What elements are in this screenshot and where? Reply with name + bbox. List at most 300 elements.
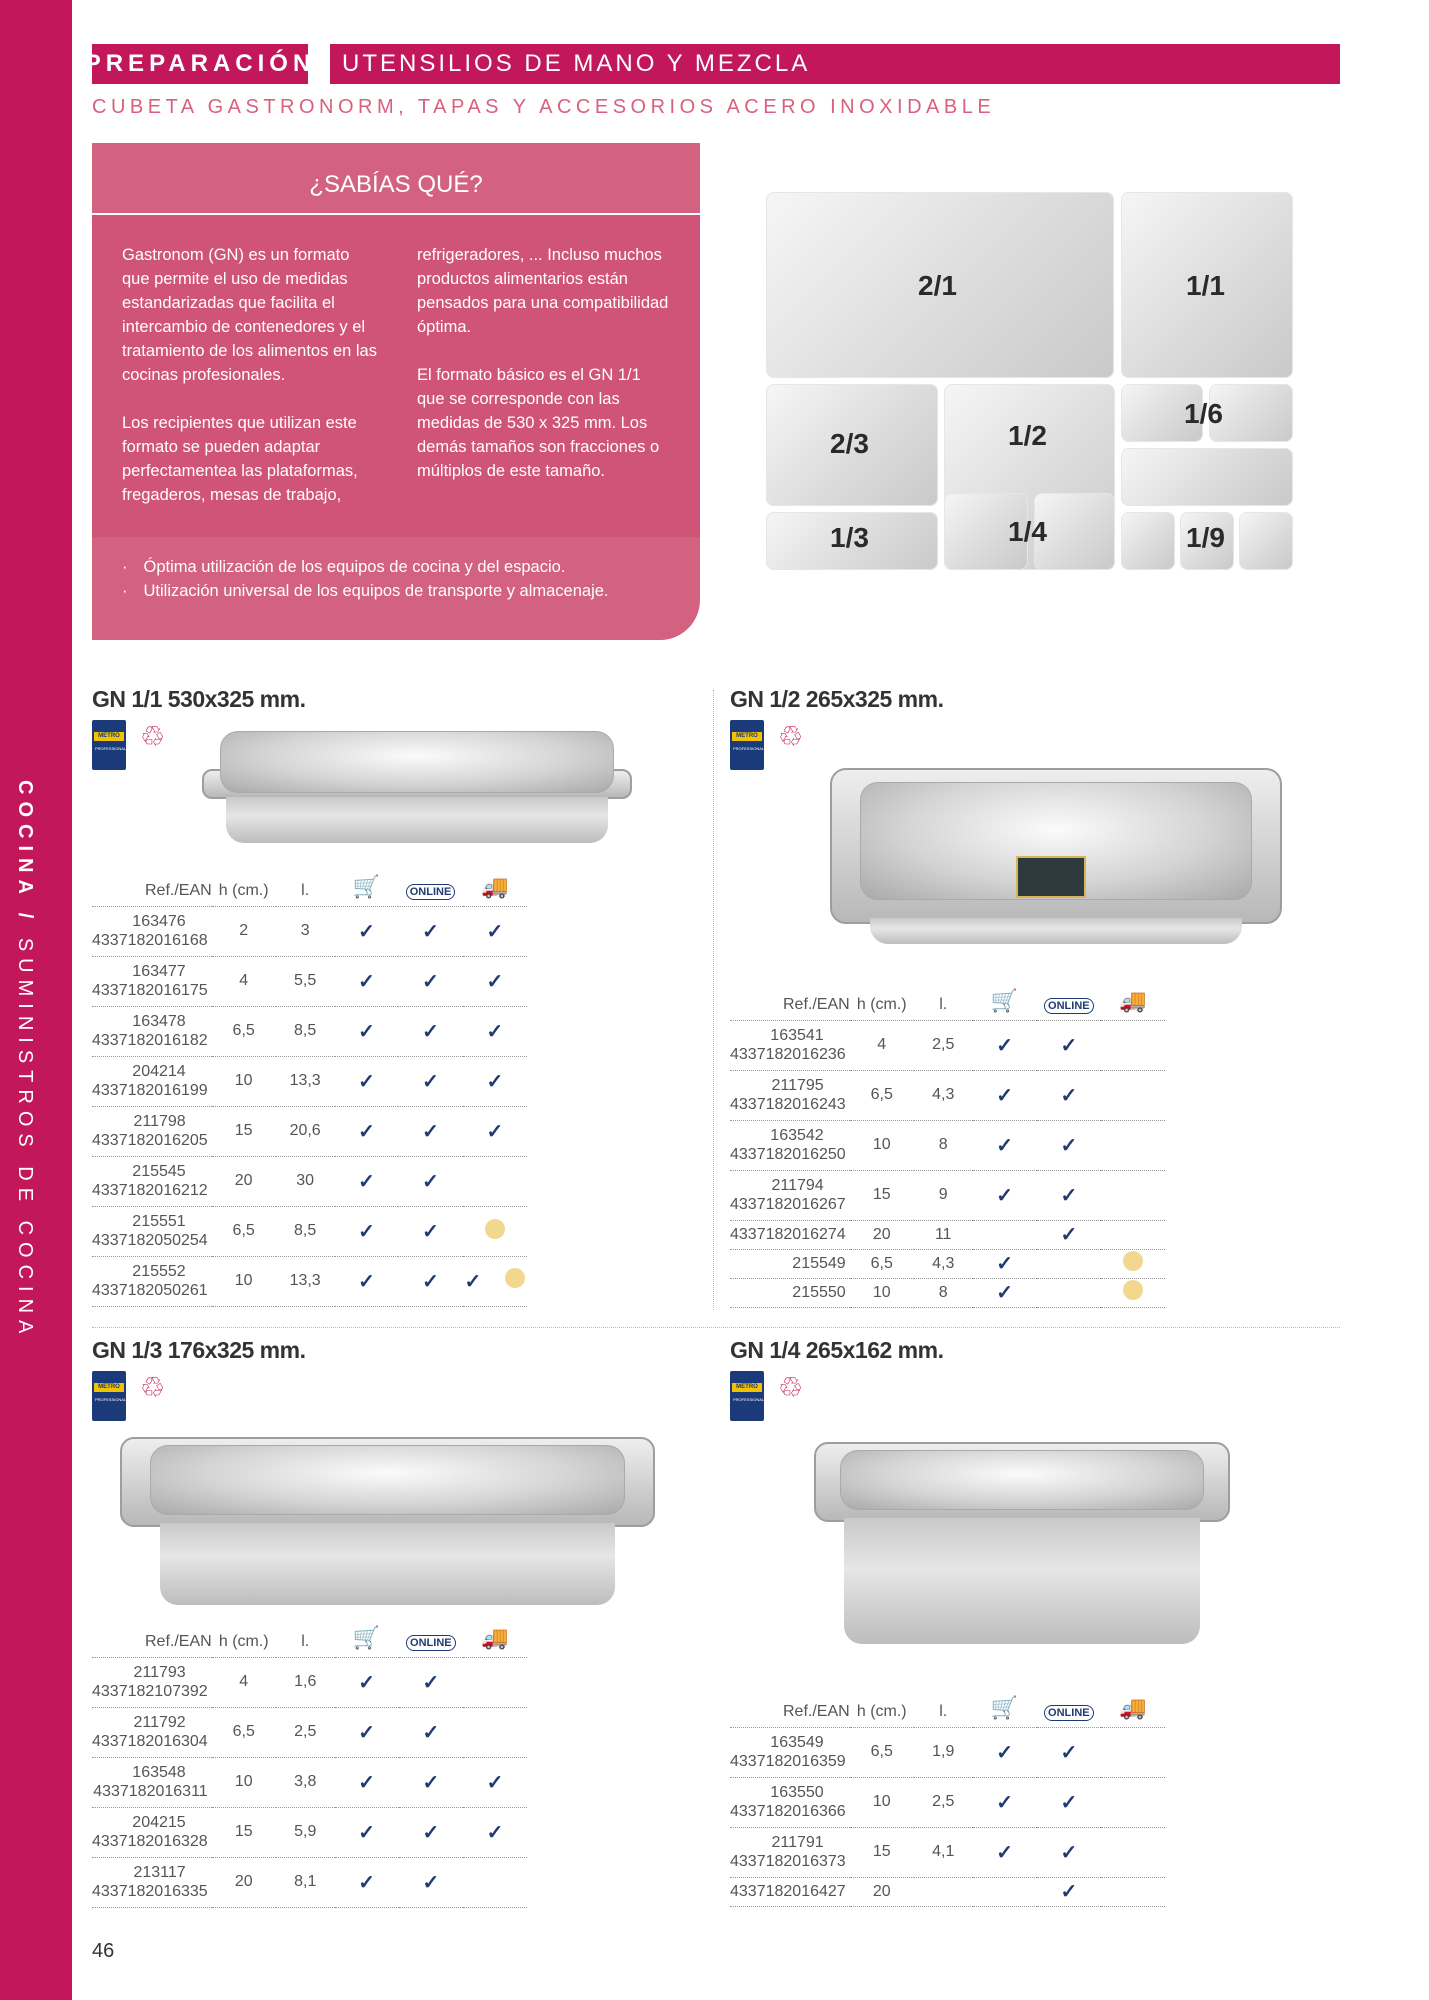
height-cell: 6,5 bbox=[850, 1727, 914, 1777]
store-cell bbox=[973, 1777, 1037, 1827]
online-icon: ONLINE bbox=[1037, 980, 1102, 1020]
height-cell: 10 bbox=[850, 1777, 914, 1827]
table-row bbox=[92, 1156, 527, 1206]
product-table bbox=[92, 1617, 527, 1908]
liters-cell: 5,9 bbox=[276, 1807, 335, 1857]
ref-ean-cell bbox=[730, 1020, 850, 1070]
height-cell: 6,5 bbox=[212, 1707, 276, 1757]
height-cell: 6,5 bbox=[850, 1070, 914, 1120]
table-body bbox=[92, 1657, 527, 1907]
online-cell bbox=[399, 1657, 464, 1707]
store-check-icon: ✓ bbox=[358, 1821, 375, 1844]
ean-number: 4337182016267 bbox=[730, 1196, 846, 1213]
delivery-check-icon: ✓ bbox=[464, 1271, 482, 1293]
page-number: 46 bbox=[92, 1940, 115, 1962]
height-cell: 20 bbox=[212, 1156, 276, 1206]
ref-ean-cell bbox=[730, 1170, 850, 1220]
store-cell bbox=[335, 1757, 399, 1807]
gn-tile-1-9 bbox=[1121, 512, 1175, 570]
online-check-icon: ✓ bbox=[1060, 1134, 1078, 1157]
online-check-icon: ✓ bbox=[422, 1671, 440, 1694]
store-cell bbox=[973, 1727, 1037, 1777]
delivery-cell bbox=[463, 1857, 527, 1907]
product-gn-1-1 bbox=[92, 686, 712, 1326]
height-cell: 20 bbox=[850, 1220, 914, 1249]
ref-number: 211792 bbox=[133, 1714, 186, 1731]
store-cell bbox=[335, 1807, 399, 1857]
logo-text: METRO bbox=[732, 732, 762, 741]
col-height: h (cm.) bbox=[850, 980, 914, 1020]
online-cell bbox=[1037, 1827, 1102, 1877]
ean-number: 4337182016182 bbox=[92, 1032, 208, 1049]
online-check-icon: ✓ bbox=[422, 1821, 440, 1844]
delivery-cell bbox=[463, 1757, 527, 1807]
table-row bbox=[92, 1857, 527, 1907]
sidebar-section-label bbox=[6, 780, 36, 1341]
online-check-icon: ✓ bbox=[1060, 1084, 1078, 1107]
table-row bbox=[730, 1070, 1165, 1120]
online-cell bbox=[1037, 1278, 1102, 1307]
table-row bbox=[730, 1120, 1165, 1170]
liters-cell: 4,1 bbox=[914, 1827, 973, 1877]
table-header-row bbox=[730, 980, 1165, 1020]
online-check-icon: ✓ bbox=[1060, 1224, 1078, 1246]
liters-cell: 1,6 bbox=[276, 1657, 335, 1707]
store-cart-icon: 🛒 bbox=[973, 980, 1037, 1020]
store-cell bbox=[335, 956, 399, 1006]
ref-ean-cell bbox=[92, 1006, 212, 1056]
online-cell bbox=[1037, 1727, 1102, 1777]
height-cell: 20 bbox=[850, 1877, 914, 1906]
info-bullet-list bbox=[122, 555, 682, 603]
ref-ean-cell bbox=[92, 1757, 212, 1807]
delivery-cell bbox=[463, 1256, 527, 1306]
product-title: GN 1/1 530x325 mm. bbox=[92, 686, 306, 712]
ean-number: 4337182016212 bbox=[92, 1182, 208, 1199]
online-cell bbox=[1037, 1020, 1102, 1070]
liters-cell: 13,3 bbox=[276, 1256, 335, 1306]
ean-number: 4337182016205 bbox=[92, 1132, 208, 1149]
table-row bbox=[92, 1206, 527, 1256]
ref-number: 215552 bbox=[132, 1263, 186, 1280]
ean-number: 4337182016236 bbox=[730, 1046, 846, 1063]
liters-cell: 3 bbox=[276, 906, 335, 956]
delivery-cell bbox=[1101, 1120, 1165, 1170]
tray-image bbox=[814, 1442, 1230, 1647]
store-cell bbox=[335, 1256, 399, 1306]
gn-label: 2/1 bbox=[918, 270, 957, 301]
ref-ean-cell bbox=[92, 956, 212, 1006]
store-cell bbox=[335, 1156, 399, 1206]
ean-number: 4337182016311 bbox=[93, 1783, 208, 1800]
online-check-icon: ✓ bbox=[1060, 1034, 1078, 1057]
height-cell: 4 bbox=[850, 1020, 914, 1070]
height-cell: 4 bbox=[212, 1657, 276, 1707]
table-body bbox=[730, 1020, 1165, 1307]
tray-image bbox=[202, 731, 632, 846]
table-row bbox=[92, 1106, 527, 1156]
online-cell bbox=[1037, 1070, 1102, 1120]
ean-number: 4337182016335 bbox=[92, 1883, 208, 1900]
height-cell: 10 bbox=[850, 1120, 914, 1170]
gn-size-diagram bbox=[766, 192, 1294, 570]
ref-ean-cell bbox=[92, 1156, 212, 1206]
ref-ean-cell bbox=[92, 1807, 212, 1857]
column-divider bbox=[713, 690, 714, 1310]
delivery-cell bbox=[1101, 1020, 1165, 1070]
liters-cell: 8 bbox=[914, 1120, 973, 1170]
online-check-icon: ✓ bbox=[1060, 1741, 1078, 1764]
delivery-cell bbox=[1101, 1070, 1165, 1120]
store-check-icon: ✓ bbox=[358, 1170, 375, 1193]
online-cell bbox=[398, 1256, 462, 1306]
ean-number: 4337182050254 bbox=[92, 1232, 208, 1249]
col-ref-ean: Ref./EAN bbox=[92, 1617, 212, 1657]
table-row bbox=[92, 956, 527, 1006]
ref-number: 163477 bbox=[132, 963, 186, 980]
recycle-hand-icon: ♲ bbox=[140, 1372, 166, 1403]
gn-label: 1/3 bbox=[830, 522, 869, 553]
delivery-cell bbox=[1101, 1877, 1165, 1906]
delivery-truck-icon: 🚚 bbox=[463, 1617, 527, 1657]
gn-label: 2/3 bbox=[830, 428, 869, 459]
tray-well bbox=[220, 731, 614, 793]
store-check-icon: ✓ bbox=[996, 1034, 1013, 1057]
gn-label: 1/6 bbox=[1184, 398, 1223, 429]
ref-number: 163542 bbox=[770, 1127, 824, 1144]
store-cell bbox=[335, 906, 399, 956]
info-paragraph: Gastronom (GN) es un formato que permite el uso de medidas estandarizadas que facilita el intercambio de contenedores y el tratamiento de los alimentos en las cocinas profesionales. bbox=[122, 246, 377, 384]
online-cell bbox=[1037, 1777, 1102, 1827]
online-cell bbox=[1037, 1877, 1102, 1906]
ref-ean-cell bbox=[92, 906, 212, 956]
delivery-truck-icon: 🚚 bbox=[1101, 1687, 1165, 1727]
height-cell: 4 bbox=[212, 956, 276, 1006]
table-row bbox=[730, 1827, 1165, 1877]
table-header-row bbox=[92, 1617, 527, 1657]
liters-cell: 4,3 bbox=[914, 1249, 973, 1278]
logo-subtext: PROFESSIONAL bbox=[95, 746, 127, 751]
product-table bbox=[92, 866, 527, 1307]
ref-number: 163541 bbox=[770, 1027, 824, 1044]
ref-number: 204215 bbox=[132, 1814, 186, 1831]
tray-image bbox=[830, 768, 1282, 946]
delivery-check-icon: ✓ bbox=[486, 1771, 504, 1794]
delivery-check-icon: ✓ bbox=[486, 970, 504, 993]
tray-well bbox=[150, 1445, 625, 1515]
height-cell: 20 bbox=[212, 1857, 276, 1907]
store-cell bbox=[335, 1006, 399, 1056]
online-cell bbox=[398, 906, 462, 956]
gn-label: 1/2 bbox=[1008, 420, 1047, 451]
table-row bbox=[730, 1727, 1165, 1777]
ean-number: 4337182016243 bbox=[730, 1096, 846, 1113]
ref-number: 163476 bbox=[132, 913, 186, 930]
logo-subtext: PROFESSIONAL bbox=[95, 1397, 127, 1402]
table-row bbox=[92, 1807, 527, 1857]
section-title: CUBETA GASTRONORM, TAPAS Y ACCESORIOS ACERO INOXIDABLE bbox=[92, 96, 996, 118]
liters-cell: 2,5 bbox=[276, 1707, 335, 1757]
info-column-left bbox=[122, 243, 377, 531]
height-cell: 6,5 bbox=[212, 1206, 276, 1256]
logo-subtext: PROFESSIONAL bbox=[733, 746, 765, 751]
delivery-cell bbox=[463, 1206, 527, 1256]
ean-number: 4337182016328 bbox=[92, 1833, 208, 1850]
delivery-check-icon: ✓ bbox=[486, 1020, 504, 1043]
logo-text: METRO bbox=[94, 1383, 124, 1392]
online-cell bbox=[398, 1006, 462, 1056]
recycle-hand-icon: ♲ bbox=[140, 721, 166, 752]
store-check-icon: ✓ bbox=[996, 1084, 1013, 1107]
height-cell: 10 bbox=[850, 1278, 914, 1307]
category-tab: PREPARACIÓN bbox=[92, 44, 308, 84]
store-check-icon: ✓ bbox=[358, 1270, 375, 1293]
table-header-row bbox=[730, 1687, 1165, 1727]
delivery-cell bbox=[1101, 1249, 1165, 1278]
store-cell bbox=[973, 1220, 1037, 1249]
tray-well bbox=[840, 1450, 1204, 1510]
delivery-cell bbox=[463, 1807, 527, 1857]
table-row bbox=[730, 1278, 1165, 1307]
ref-ean-cell bbox=[730, 1877, 850, 1906]
col-height: h (cm.) bbox=[212, 866, 276, 906]
delivery-cell bbox=[1101, 1777, 1165, 1827]
table-body bbox=[92, 906, 527, 1306]
liters-cell: 9 bbox=[914, 1170, 973, 1220]
table-row bbox=[730, 1220, 1165, 1249]
info-bullet: · Utilización universal de los equipos de transporte y almacenaje. bbox=[122, 579, 682, 603]
ref-number: 211791 bbox=[771, 1834, 824, 1851]
col-liters: l. bbox=[914, 980, 973, 1020]
online-check-icon: ✓ bbox=[422, 1220, 439, 1243]
ean-number: 4337182050261 bbox=[92, 1282, 208, 1299]
delivery-cell bbox=[1101, 1220, 1165, 1249]
ref-ean-cell bbox=[92, 1106, 212, 1156]
store-check-icon: ✓ bbox=[996, 1282, 1013, 1304]
ref-number: 204214 bbox=[132, 1063, 186, 1080]
table-row bbox=[730, 1020, 1165, 1070]
metro-professional-logo bbox=[730, 1371, 764, 1421]
store-cell bbox=[335, 1707, 399, 1757]
height-cell: 15 bbox=[850, 1170, 914, 1220]
ref-number: 163549 bbox=[770, 1734, 824, 1751]
product-table bbox=[730, 1687, 1165, 1907]
metro-professional-logo bbox=[92, 720, 126, 770]
sidebar-label-bold: COCINA / bbox=[14, 780, 36, 926]
product-title: GN 1/3 176x325 mm. bbox=[92, 1337, 306, 1363]
info-paragraph: El formato básico es el GN 1/1 que se corresponde con las medidas de 530 x 325 mm. Los demás tamaños son fracciones o múltiplos de este tamaño. bbox=[417, 366, 660, 480]
table-header-row bbox=[92, 866, 527, 906]
store-cell bbox=[973, 1249, 1037, 1278]
online-check-icon: ✓ bbox=[422, 1170, 439, 1193]
online-cell bbox=[1037, 1220, 1102, 1249]
availability-dot-icon bbox=[1123, 1251, 1143, 1271]
info-paragraph: refrigeradores, ... Incluso muchos productos alimentarios están pensados para una compatibilidad óptima. bbox=[417, 246, 669, 336]
store-check-icon: ✓ bbox=[996, 1791, 1013, 1814]
ref-ean-cell bbox=[730, 1777, 850, 1827]
store-cart-icon: 🛒 bbox=[973, 1687, 1037, 1727]
tray-body bbox=[160, 1523, 615, 1605]
store-check-icon: ✓ bbox=[996, 1184, 1013, 1207]
store-check-icon: ✓ bbox=[358, 970, 375, 993]
ref-number: 215550 bbox=[792, 1284, 846, 1301]
ean-number: 4337182016304 bbox=[92, 1733, 208, 1750]
table-row bbox=[730, 1249, 1165, 1278]
ean-number: 4337182016373 bbox=[730, 1853, 846, 1870]
online-check-icon: ✓ bbox=[422, 920, 439, 943]
online-check-icon: ✓ bbox=[1060, 1881, 1078, 1903]
table-row bbox=[730, 1777, 1165, 1827]
liters-cell: 30 bbox=[276, 1156, 335, 1206]
table-row bbox=[92, 906, 527, 956]
ref-ean-cell bbox=[730, 1278, 850, 1307]
online-cell bbox=[398, 1056, 462, 1106]
gn-tile-1-6 bbox=[1121, 448, 1293, 506]
ean-number: 4337182016366 bbox=[730, 1803, 846, 1820]
store-cell bbox=[335, 1056, 399, 1106]
product-title: GN 1/4 265x162 mm. bbox=[730, 1337, 944, 1363]
recycle-hand-icon: ♲ bbox=[778, 1372, 804, 1403]
table-row bbox=[730, 1170, 1165, 1220]
col-liters: l. bbox=[276, 1617, 335, 1657]
online-cell bbox=[399, 1857, 464, 1907]
online-check-icon: ✓ bbox=[422, 1120, 439, 1143]
online-cell bbox=[398, 956, 462, 1006]
online-cell bbox=[1037, 1249, 1102, 1278]
info-column-right bbox=[417, 243, 672, 507]
subcategory-bar: UTENSILIOS DE MANO Y MEZCLA bbox=[330, 44, 1340, 84]
store-check-icon: ✓ bbox=[358, 1070, 375, 1093]
online-check-icon: ✓ bbox=[1060, 1184, 1078, 1207]
ref-ean-cell bbox=[730, 1827, 850, 1877]
store-cell bbox=[973, 1170, 1037, 1220]
store-check-icon: ✓ bbox=[358, 1120, 375, 1143]
ean-number: 4337182016250 bbox=[730, 1146, 846, 1163]
liters-cell: 1,9 bbox=[914, 1727, 973, 1777]
ean-number: 4337182107392 bbox=[92, 1683, 208, 1700]
liters-cell: 8,1 bbox=[276, 1857, 335, 1907]
logo-text: METRO bbox=[94, 732, 124, 741]
gn-label: 1/4 bbox=[1008, 516, 1047, 547]
delivery-cell bbox=[463, 906, 527, 956]
ean-number: 4337182016168 bbox=[92, 932, 208, 949]
table-body bbox=[730, 1727, 1165, 1906]
liters-cell bbox=[914, 1877, 973, 1906]
logo-subtext: PROFESSIONAL bbox=[733, 1397, 765, 1402]
tray-body bbox=[870, 918, 1242, 944]
info-title: ¿SABÍAS QUÉ? bbox=[309, 171, 483, 198]
table-row bbox=[92, 1707, 527, 1757]
delivery-cell bbox=[1101, 1727, 1165, 1777]
col-liters: l. bbox=[276, 866, 335, 906]
ref-ean-cell bbox=[730, 1727, 850, 1777]
table-row bbox=[92, 1056, 527, 1106]
store-cell bbox=[335, 1106, 399, 1156]
gn-label: 1/1 bbox=[1186, 270, 1225, 301]
col-height: h (cm.) bbox=[850, 1687, 914, 1727]
online-check-icon: ✓ bbox=[1060, 1841, 1078, 1864]
ean-number: 4337182016274 bbox=[730, 1226, 846, 1243]
ref-ean-cell bbox=[730, 1249, 850, 1278]
online-cell bbox=[399, 1807, 464, 1857]
ref-ean-cell bbox=[730, 1070, 850, 1120]
ref-number: 213117 bbox=[133, 1864, 186, 1881]
col-ref-ean: Ref./EAN bbox=[730, 1687, 850, 1727]
ref-ean-cell bbox=[92, 1206, 212, 1256]
col-ref-ean: Ref./EAN bbox=[730, 980, 850, 1020]
ref-number: 211795 bbox=[771, 1077, 824, 1094]
info-paragraph: Los recipientes que utilizan este formato se pueden adaptar perfectamentea las plataformas, fregaderos, mesas de trabajo, bbox=[122, 414, 358, 504]
ref-ean-cell bbox=[92, 1657, 212, 1707]
tray-body bbox=[226, 797, 608, 843]
store-cell bbox=[335, 1857, 399, 1907]
tray-image bbox=[120, 1437, 655, 1607]
ref-number: 215549 bbox=[792, 1255, 846, 1272]
height-cell: 2 bbox=[212, 906, 276, 956]
liters-cell: 8,5 bbox=[276, 1206, 335, 1256]
ref-number: 211794 bbox=[771, 1177, 824, 1194]
store-cart-icon: 🛒 bbox=[335, 866, 399, 906]
delivery-cell bbox=[463, 1106, 527, 1156]
liters-cell: 3,8 bbox=[276, 1757, 335, 1807]
delivery-cell bbox=[1101, 1170, 1165, 1220]
info-bullet: · Óptima utilización de los equipos de cocina y del espacio. bbox=[122, 555, 682, 579]
col-liters: l. bbox=[914, 1687, 973, 1727]
store-check-icon: ✓ bbox=[996, 1253, 1013, 1275]
store-check-icon: ✓ bbox=[358, 1871, 375, 1894]
online-cell bbox=[1037, 1170, 1102, 1220]
ref-number: 163550 bbox=[770, 1784, 824, 1801]
liters-cell: 5,5 bbox=[276, 956, 335, 1006]
ref-ean-cell bbox=[92, 1857, 212, 1907]
metro-professional-logo bbox=[92, 1371, 126, 1421]
ref-ean-cell bbox=[92, 1707, 212, 1757]
ean-number: 4337182016359 bbox=[730, 1753, 846, 1770]
table-row bbox=[730, 1877, 1165, 1906]
logo-text: METRO bbox=[732, 1383, 762, 1392]
store-check-icon: ✓ bbox=[358, 1771, 375, 1794]
height-cell: 10 bbox=[212, 1256, 276, 1306]
delivery-cell bbox=[463, 1006, 527, 1056]
tray-body bbox=[844, 1518, 1200, 1644]
product-gn-1-4 bbox=[730, 1337, 1350, 1937]
ean-number: 4337182016175 bbox=[92, 982, 208, 999]
online-icon: ONLINE bbox=[399, 1617, 464, 1657]
gn-tile-1-9 bbox=[1239, 512, 1293, 570]
height-cell: 15 bbox=[212, 1807, 276, 1857]
store-check-icon: ✓ bbox=[358, 1020, 375, 1043]
online-cell bbox=[399, 1757, 464, 1807]
delivery-check-icon: ✓ bbox=[486, 1821, 504, 1844]
product-title: GN 1/2 265x325 mm. bbox=[730, 686, 944, 712]
product-label-tag bbox=[1016, 856, 1086, 898]
ref-number: 215551 bbox=[132, 1213, 186, 1230]
liters-cell: 8,5 bbox=[276, 1006, 335, 1056]
liters-cell: 20,6 bbox=[276, 1106, 335, 1156]
liters-cell: 13,3 bbox=[276, 1056, 335, 1106]
metro-professional-logo bbox=[730, 720, 764, 770]
ref-number: 211793 bbox=[133, 1664, 186, 1681]
height-cell: 10 bbox=[212, 1056, 276, 1106]
availability-dot-icon bbox=[485, 1219, 505, 1239]
delivery-cell bbox=[463, 1707, 527, 1757]
height-cell: 10 bbox=[212, 1757, 276, 1807]
height-cell: 6,5 bbox=[212, 1006, 276, 1056]
online-check-icon: ✓ bbox=[422, 1721, 440, 1744]
col-ref-ean: Ref./EAN bbox=[92, 866, 212, 906]
online-check-icon: ✓ bbox=[422, 1070, 439, 1093]
store-cell bbox=[973, 1877, 1037, 1906]
